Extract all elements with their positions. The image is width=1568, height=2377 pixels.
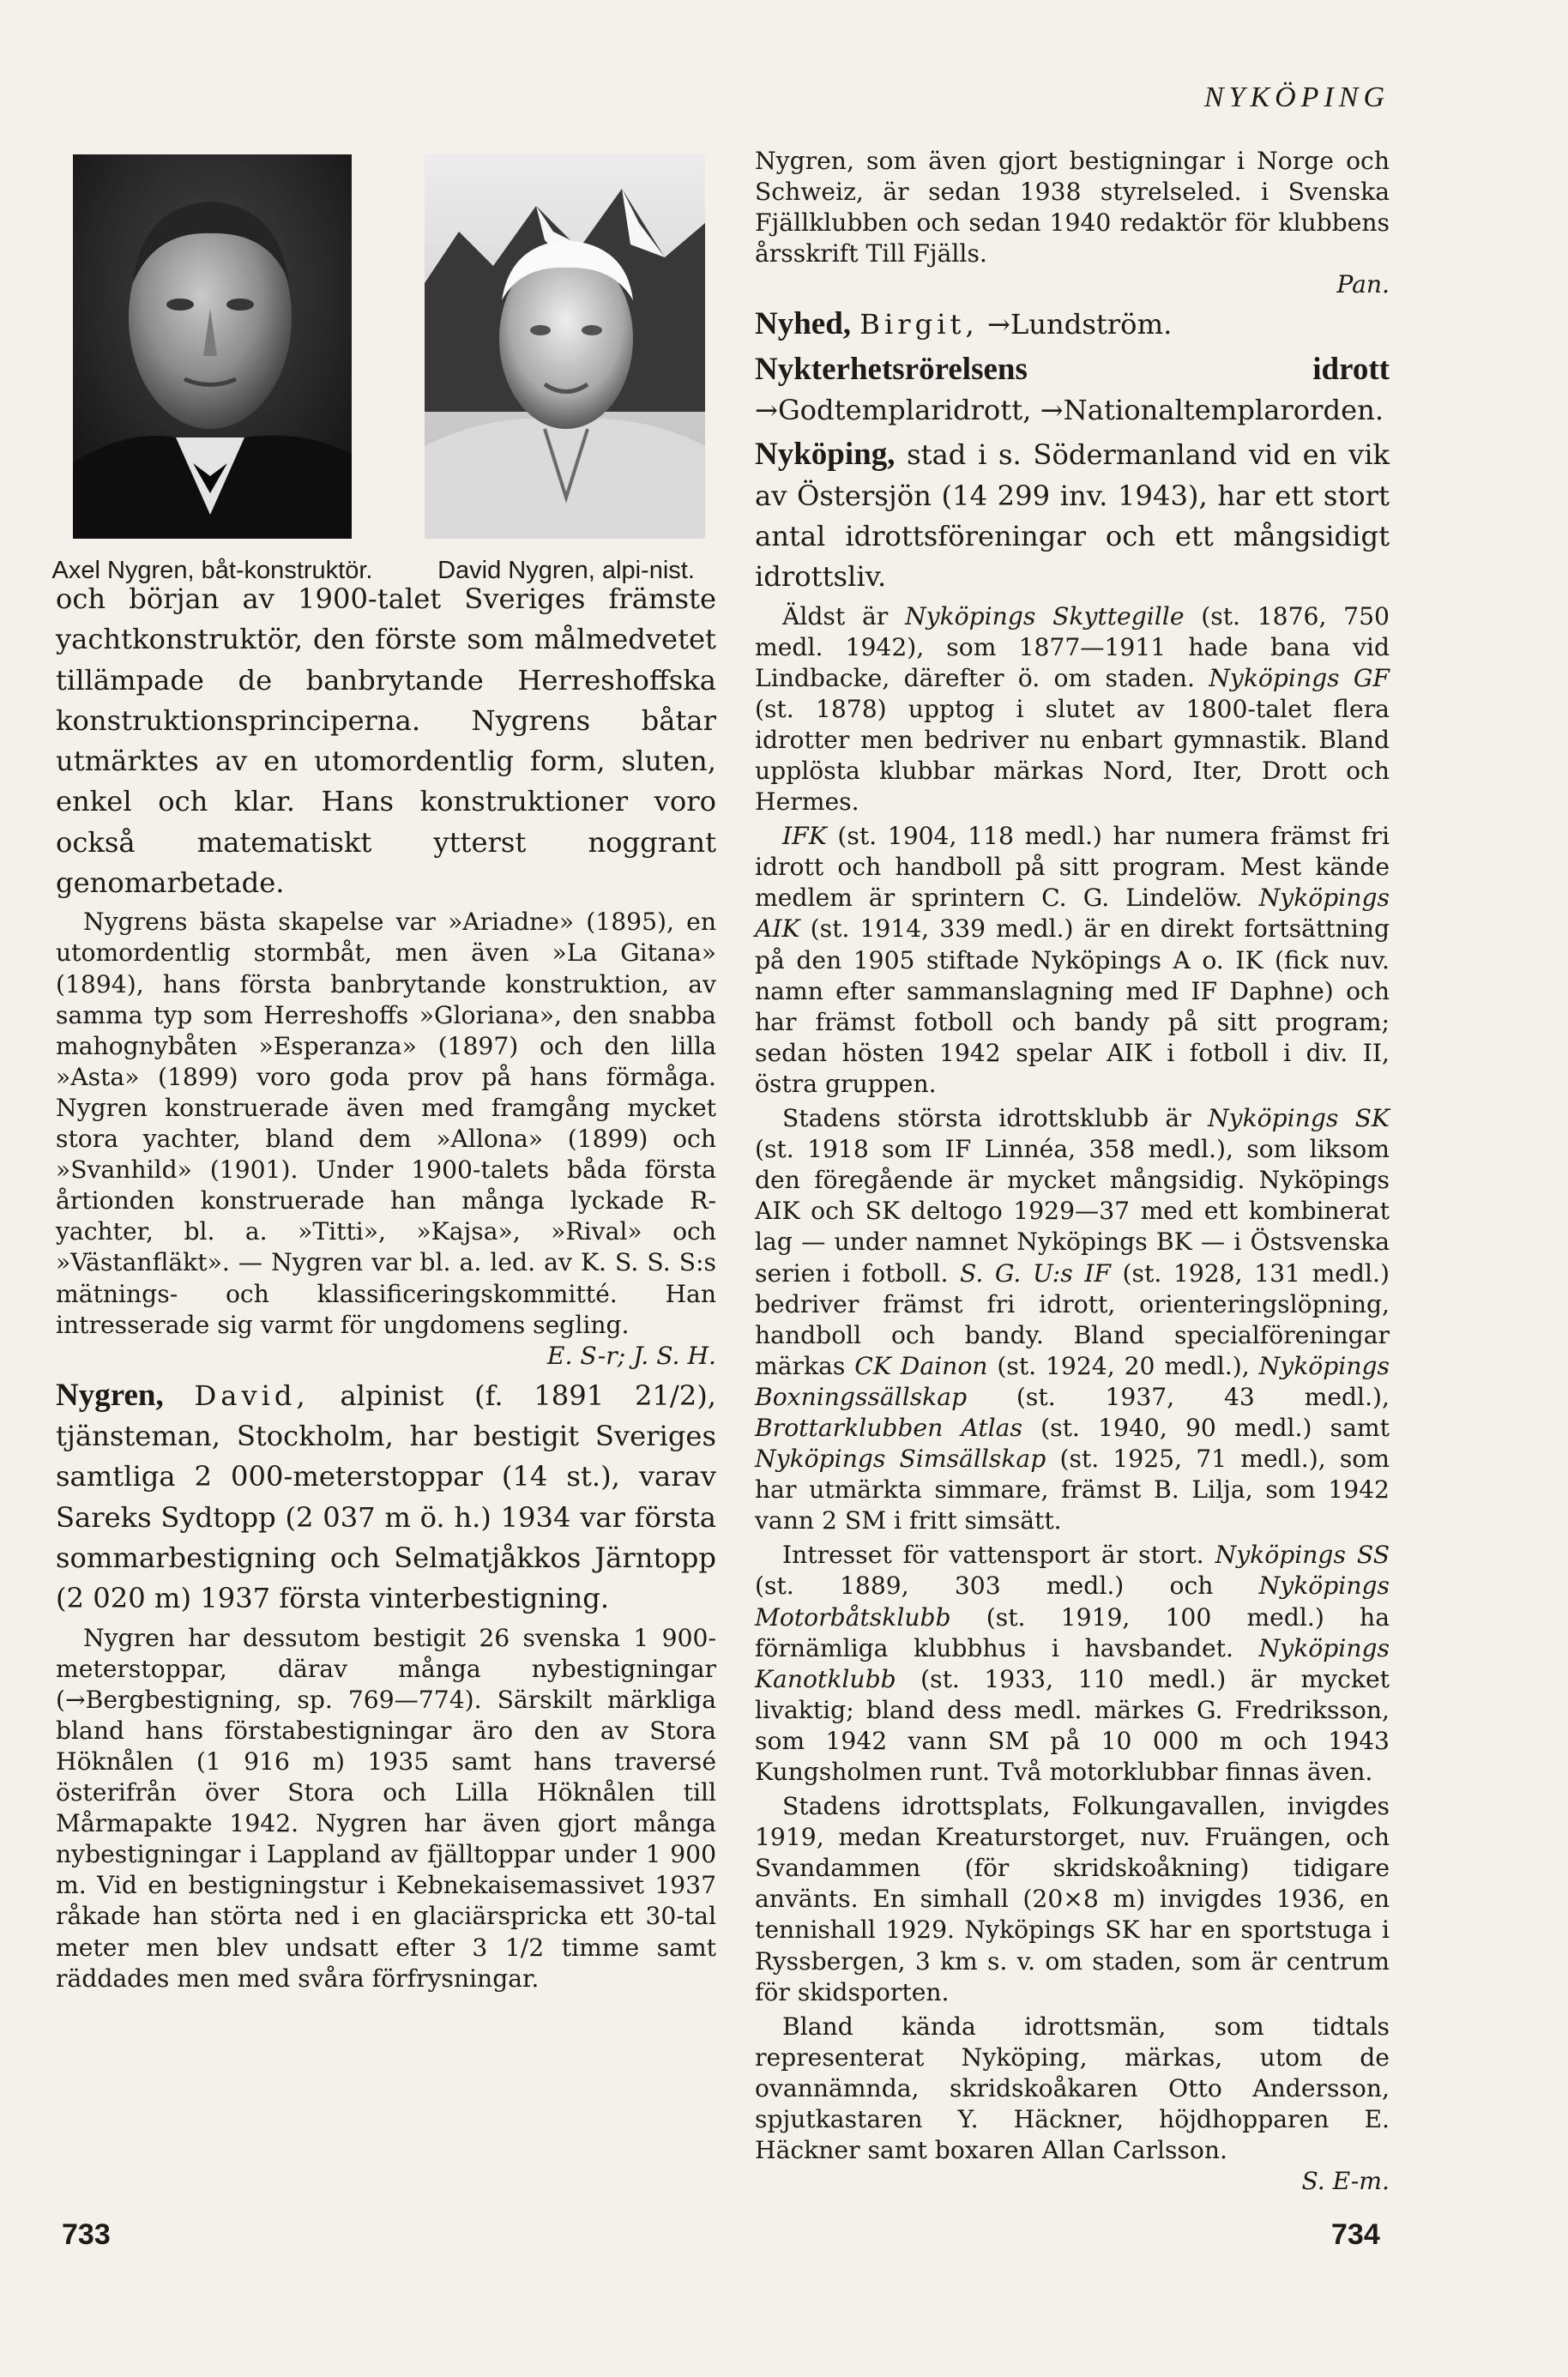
nykoping-largest-club [755, 1103, 1390, 1536]
text-run: (st. 1940, 90 medl.) samt [1022, 1413, 1390, 1442]
david-nygren-continued [755, 146, 1390, 300]
club-name: CK Dainon [854, 1351, 988, 1380]
nyhed-crossref: →Lundström. [986, 308, 1173, 341]
text-run: (st. 1928, 131 medl.) bedriver främst fri idrott, orienteringslöpning, handboll och bandy. Bland specialföreningar märkas [755, 1258, 1390, 1380]
axel-nygren-portrait [73, 154, 352, 539]
caption-axel-nygren: Axel Nygren, båt-konstruktör. [51, 557, 373, 584]
text-run: (st. 1925, 71 medl.), som har utmärkta simmare, främst B. Lilja, som 1942 vann 2 SM i fritt simsätt. [755, 1445, 1390, 1535]
nykoping-sports-grounds: Stadens idrottsplats, Folkungavallen, invigdes 1919, medan Kreaturstorget, nuv. Fruängen, och Svandammen (för skridskoåkning) tidigare använts. En simhall (20×8 m) invigdes 1936, en tennishall 1929. Nyköpings SK har en sportstuga i Ryssbergen, 3 km s. v. om staden, som är centrum för skidsporten. [755, 1792, 1390, 2006]
david-nygren-details: Nygren har dessutom bestigit 26 svenska 1 900-meterstoppar, därav många nybestigningar (→Bergbestigning, sp. 769—774). Särskilt märkliga bland hans förstabestigningar äro den av Stora Höknålen (1 916 m) 1935 samt hans traversé österifrån över Stora och Lilla Höknålen till Mårmapakte 1942. Nygren har även gjort många nybestigningar i Lappland av fjälltoppar under 1 900 m. Vid en bestigningstur i Kebnekaisemassivet 1937 råkade han störta ned i en glaciärspricka ett 30-tal meter men blev undsatt efter 3 1/2 timme samt räddades men med svåra förfrysningar. [56, 1623, 716, 1993]
club-name: Nyköpings SK [1207, 1104, 1390, 1133]
david-nygren-continued-text: Nygren, som även gjort bestigningar i Norge och Schweiz, är sedan 1938 styrelseled. i Svenska Fjällklubben och sedan 1940 redaktör för klubbens årsskrift Till Fjälls. [755, 147, 1390, 268]
text-run: (st. 1937, 43 medl.), [967, 1382, 1390, 1411]
text-run: Intresset för vattensport är stort. [782, 1541, 1215, 1570]
axel-nygren-details [56, 907, 716, 1371]
axel-nygren-continued: och början av 1900-talet Sveriges främste yachtkonstruktör, den förste som målmedvetet tillämpade de banbrytande Herreshoffska konstruktionsprinciperna. Nygrens båtar utmärktes av en utomordentlig form, sluten, enkel och klar. Hans konstruktioner voro också matematiskt ytterst noggrant genomarbetade. [56, 582, 716, 900]
club-name: Nyköpings Skyttegille [904, 601, 1185, 630]
entry-nyhed [755, 304, 1390, 345]
headword-birgit: Birgit, [859, 308, 979, 341]
text-run: Stadens största idrottsklubb är [782, 1104, 1208, 1133]
headword-nykterhetsrorelsens-idrott: Nykterhetsrörelsens idrott [755, 351, 1390, 387]
club-name: Nyköpings Boxningssällskap [755, 1351, 1390, 1411]
nykoping-ifk-aik [755, 821, 1390, 1100]
running-head: NYKÖPING [1203, 81, 1390, 113]
page-number-left: 733 [62, 2218, 111, 2251]
club-name: Nyköpings AIK [755, 884, 1390, 944]
david-nygren-signature: Pan. [1336, 270, 1390, 299]
text-run: (st. 1918 som IF Linnéa, 358 medl.), som liksom den föregående är mycket mångsidig. Nyköpings AIK och SK deltogo 1929—37 med ett kombinerat lag — under namnet Nyköpings BK — i Östsvenska serien i fotboll. [755, 1135, 1390, 1288]
headword-david: David, [194, 1379, 310, 1412]
nykoping-signature: S. E-m. [1301, 2167, 1390, 2196]
axel-nygren-photo-drawing [73, 154, 352, 539]
text-run: (st. 1878) upptog i slutet av 1800-talet flera idrotter men bedriver nu enbart gymnastik. Bland upplösta klubbar märkas Nord, Iter, Drott och Hermes. [755, 694, 1390, 817]
text-run: (st. 1914, 339 medl.) är en direkt fortsättning på den 1905 stiftade Nyköpings A o. IK (fick nuv. namn efter sammanslagning med IF Daphne) och har främst fotboll och bandy på sitt program; sedan hösten 1942 spelar AIK i fotboll i div. II, östra gruppen. [755, 914, 1390, 1098]
nykoping-water-sports [755, 1540, 1390, 1788]
club-name: IFK [782, 822, 827, 851]
entry-david-nygren [56, 1375, 716, 1620]
club-name: Nyköpings GF [1209, 663, 1390, 692]
axel-nygren-signature: E. S-r; J. S. H. [546, 1341, 716, 1370]
club-name: Nyköpings SS [1215, 1541, 1390, 1570]
club-name: Nyköpings Simsällskap [755, 1445, 1046, 1474]
nykterhet-crossref: →Godtemplaridrott, →Nationaltemplarorden. [755, 394, 1384, 427]
david-nygren-text: alpinist (f. 1891 21/2), tjänsteman, Stockholm, har bestigit Sveriges samtliga 2 000-meterstoppar (14 st.), varav Sareks Sydtopp (2 037 m ö. h.) 1934 var första sommarbestigning och Selmatjåkkos Järntopp (2 020 m) 1937 första vinterbestigning. [56, 1379, 717, 1615]
headword-nykoping: Nyköping, [755, 437, 896, 473]
page-number-right: 734 [1331, 2218, 1380, 2251]
club-name: Brottarklubben Atlas [755, 1413, 1022, 1442]
entry-nykterhetsrorelsens-idrott [755, 349, 1390, 431]
axel-nygren-details-text: Nygrens bästa skapelse var »Ariadne» (1895), en utomordentlig stormbåt, men även »La Gitana» (1894), hans första banbrytande konstruktion, av samma typ som Herreshoffs »Gloriana», den snabba mahognybåten »Esperanza» (1897) och den lilla »Asta» (1899) voro goda prov på hans förmåga. Nygren konstruerade även med framgång mycket stora yachter, bland dem »Allona» (1899) och »Svanhild» (1901). Under 1900-talets båda första årtionden konstruerade han många lyckade R-yachter, bl. a. »Titti», »Kajsa», »Rival» och »Västanfläkt». — Nygren var bl. a. led. av K. S. S. S:s mätnings- och klassificeringskommitté. Han intresserade sig varmt för ungdomens segling. [56, 908, 716, 1339]
david-nygren-portrait [425, 154, 705, 539]
athletes-text: Bland kända idrottsmän, som tidtals representerat Nyköping, märkas, utom de ovannämnda, skridskoåkaren Otto Andersson, spjutkastaren Y. Häckner, höjdhopparen E. Häckner samt boxaren Allan Carlsson. [755, 2012, 1390, 2165]
caption-david-nygren: David Nygren, alpi-nist. [437, 557, 695, 584]
text-run: (st. 1924, 20 medl.), [987, 1351, 1259, 1380]
text-run: (st. 1919, 100 medl.) ha förnämliga klubbhus i havsbandet. [755, 1602, 1390, 1662]
entry-nykoping [755, 434, 1390, 597]
club-name: Nyköpings Kanotklubb [755, 1633, 1390, 1693]
headword-nygren: Nygren, [56, 1377, 164, 1413]
nykoping-athletes [755, 2012, 1390, 2198]
text-run: (st. 1876, 750 medl. 1942), som 1877—1911 hade bana vid Lindbacke, därefter ö. om staden. [755, 601, 1390, 692]
club-name: Nyköpings Motorbåtsklubb [755, 1572, 1390, 1632]
club-name: S. G. U:s IF [960, 1258, 1111, 1288]
david-nygren-photo-drawing [425, 154, 705, 539]
text-run: (st. 1889, 303 medl.) och [755, 1572, 1259, 1601]
nykoping-intro: stad i s. Södermanland vid en vik av Östersjön (14 299 inv. 1943), har ett stort antal idrottsföreningar och ett mångsidigt idrottsliv. [755, 438, 1390, 594]
headword-nyhed: Nyhed, [755, 306, 852, 342]
left-column [56, 579, 716, 1994]
right-column [755, 146, 1390, 2197]
text-run: (st. 1933, 110 medl.) är mycket livaktig; bland dess medl. märkes G. Fredriksson, som 1942 vann SM på 10 000 m och 1943 Kungsholmen runt. Två motorklubbar finnas även. [755, 1664, 1390, 1787]
nykoping-oldest-clubs [755, 601, 1390, 818]
text-run: (st. 1904, 118 medl.) har numera främst fri idrott och handboll på sitt program. Mest kände medlem är sprintern C. G. Lindelöw. [755, 822, 1390, 913]
text-run: Äldst är [782, 601, 905, 630]
